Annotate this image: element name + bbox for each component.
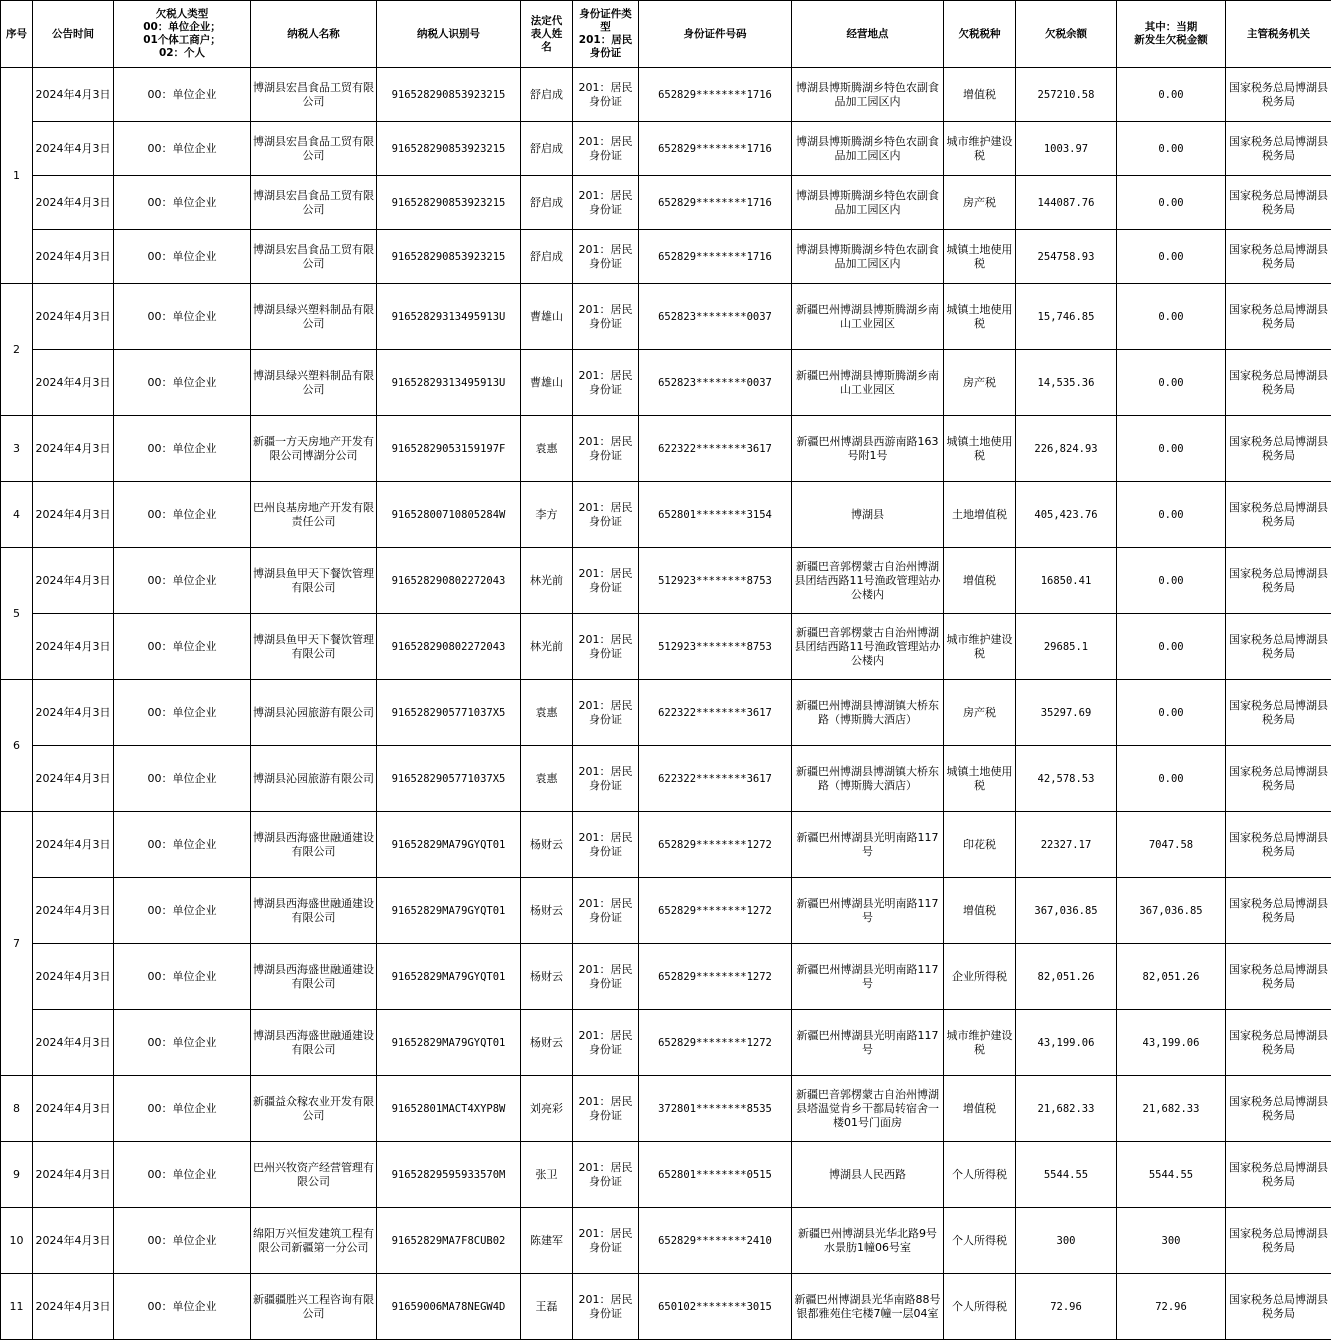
cell-date: 2024年4月3日 (33, 230, 114, 284)
cell-idtype: 201：居民身份证 (573, 1208, 639, 1274)
cell-balance: 22327.17 (1016, 812, 1117, 878)
cell-type: 00：单位企业 (114, 416, 251, 482)
cell-tax: 房产税 (944, 680, 1016, 746)
cell-rep: 张卫 (521, 1142, 573, 1208)
cell-tax: 城市维护建设税 (944, 122, 1016, 176)
cell-name: 巴州兴牧资产经营管理有限公司 (251, 1142, 377, 1208)
cell-taxid: 91652829MA79GYQT01 (377, 878, 521, 944)
cell-office: 国家税务总局博湖县税务局 (1226, 350, 1331, 416)
cell-office: 国家税务总局博湖县税务局 (1226, 1142, 1331, 1208)
cell-tax: 增值税 (944, 68, 1016, 122)
cell-addr: 新疆巴州博湖县博斯腾湖乡南山工业园区 (792, 284, 944, 350)
header-type-line: 欠税人类型 (116, 8, 248, 21)
cell-addr: 新疆巴州博湖县光华北路9号水景肪1幢06号室 (792, 1208, 944, 1274)
cell-rep: 杨财云 (521, 878, 573, 944)
cell-idno: 652829********1272 (639, 878, 792, 944)
header-office: 主管税务机关 (1226, 1, 1331, 68)
cell-rep: 舒启成 (521, 176, 573, 230)
cell-rep: 陈建军 (521, 1208, 573, 1274)
cell-seq: 4 (1, 482, 33, 548)
cell-tax: 个人所得税 (944, 1208, 1016, 1274)
cell-idtype: 201：居民身份证 (573, 746, 639, 812)
header-idtype-line: 201：居民 (575, 34, 636, 47)
header-taxid: 纳税人识别号 (377, 1, 521, 68)
cell-idtype: 201：居民身份证 (573, 1076, 639, 1142)
cell-addr: 新疆巴州博湖县光明南路117号 (792, 944, 944, 1010)
cell-rep: 杨财云 (521, 944, 573, 1010)
cell-seq: 8 (1, 1076, 33, 1142)
cell-taxid: 916528290853923215 (377, 176, 521, 230)
cell-office: 国家税务总局博湖县税务局 (1226, 1208, 1331, 1274)
cell-office: 国家税务总局博湖县税务局 (1226, 812, 1331, 878)
cell-office: 国家税务总局博湖县税务局 (1226, 176, 1331, 230)
cell-balance: 367,036.85 (1016, 878, 1117, 944)
cell-name: 新疆一方天房地产开发有限公司博湖分公司 (251, 416, 377, 482)
cell-type: 00：单位企业 (114, 1142, 251, 1208)
cell-name: 博湖县鱼甲天下餐饮管理有限公司 (251, 548, 377, 614)
cell-idtype: 201：居民身份证 (573, 416, 639, 482)
cell-office: 国家税务总局博湖县税务局 (1226, 746, 1331, 812)
cell-rep: 袁惠 (521, 416, 573, 482)
table-row (1, 1208, 1331, 1274)
cell-date: 2024年4月3日 (33, 680, 114, 746)
table-row (1, 176, 1331, 230)
cell-date: 2024年4月3日 (33, 1010, 114, 1076)
cell-new: 300 (1117, 1208, 1226, 1274)
header-name: 纳税人名称 (251, 1, 377, 68)
cell-name: 博湖县西海盛世融通建设有限公司 (251, 878, 377, 944)
cell-seq: 7 (1, 812, 33, 1076)
table-row (1, 68, 1331, 122)
cell-balance: 16850.41 (1016, 548, 1117, 614)
cell-idno: 652829********1716 (639, 230, 792, 284)
table-row (1, 614, 1331, 680)
table-body (1, 68, 1331, 1340)
cell-addr: 博湖县人民西路 (792, 1142, 944, 1208)
cell-idtype: 201：居民身份证 (573, 680, 639, 746)
cell-new: 0.00 (1117, 176, 1226, 230)
cell-office: 国家税务总局博湖县税务局 (1226, 482, 1331, 548)
cell-seq: 2 (1, 284, 33, 416)
header-type (114, 1, 251, 68)
header-row (1, 1, 1331, 68)
cell-date: 2024年4月3日 (33, 350, 114, 416)
cell-type: 00：单位企业 (114, 614, 251, 680)
cell-idtype: 201：居民身份证 (573, 1274, 639, 1340)
cell-new: 0.00 (1117, 548, 1226, 614)
cell-idtype: 201：居民身份证 (573, 176, 639, 230)
cell-taxid: 9165282905771037X5 (377, 680, 521, 746)
cell-new: 0.00 (1117, 614, 1226, 680)
table-row (1, 122, 1331, 176)
cell-name: 博湖县西海盛世融通建设有限公司 (251, 812, 377, 878)
cell-tax: 印花税 (944, 812, 1016, 878)
cell-office: 国家税务总局博湖县税务局 (1226, 614, 1331, 680)
cell-idno: 622322********3617 (639, 680, 792, 746)
cell-balance: 82,051.26 (1016, 944, 1117, 1010)
cell-rep: 袁惠 (521, 746, 573, 812)
cell-date: 2024年4月3日 (33, 1142, 114, 1208)
cell-date: 2024年4月3日 (33, 1208, 114, 1274)
cell-taxid: 916528290802272043 (377, 614, 521, 680)
cell-rep: 林光前 (521, 614, 573, 680)
cell-date: 2024年4月3日 (33, 878, 114, 944)
cell-taxid: 91652801MACT4XYP8W (377, 1076, 521, 1142)
cell-tax: 房产税 (944, 176, 1016, 230)
header-rep-line: 法定代 (523, 15, 570, 28)
cell-tax: 个人所得税 (944, 1142, 1016, 1208)
cell-rep: 舒启成 (521, 230, 573, 284)
table-row (1, 548, 1331, 614)
cell-type: 00：单位企业 (114, 746, 251, 812)
table-row (1, 1076, 1331, 1142)
cell-new: 0.00 (1117, 416, 1226, 482)
cell-idtype: 201：居民身份证 (573, 482, 639, 548)
header-new-line: 新发生欠税金额 (1119, 34, 1223, 47)
table-row (1, 746, 1331, 812)
cell-tax: 个人所得税 (944, 1274, 1016, 1340)
cell-idtype: 201：居民身份证 (573, 1010, 639, 1076)
cell-new: 7047.58 (1117, 812, 1226, 878)
cell-date: 2024年4月3日 (33, 284, 114, 350)
cell-date: 2024年4月3日 (33, 614, 114, 680)
cell-seq: 1 (1, 68, 33, 284)
cell-addr: 新疆巴州博湖县博湖镇大桥东路（博斯腾大酒店） (792, 680, 944, 746)
cell-name: 绵阳万兴恒发建筑工程有限公司新疆第一分公司 (251, 1208, 377, 1274)
cell-date: 2024年4月3日 (33, 68, 114, 122)
cell-rep: 林光前 (521, 548, 573, 614)
cell-new: 0.00 (1117, 122, 1226, 176)
cell-balance: 144087.76 (1016, 176, 1117, 230)
cell-office: 国家税务总局博湖县税务局 (1226, 230, 1331, 284)
cell-balance: 226,824.93 (1016, 416, 1117, 482)
header-rep-line: 名 (523, 41, 570, 54)
cell-addr: 新疆巴州博湖县博湖镇大桥东路（博斯腾大酒店） (792, 746, 944, 812)
cell-office: 国家税务总局博湖县税务局 (1226, 284, 1331, 350)
cell-date: 2024年4月3日 (33, 122, 114, 176)
cell-type: 00：单位企业 (114, 1076, 251, 1142)
cell-type: 00：单位企业 (114, 812, 251, 878)
cell-office: 国家税务总局博湖县税务局 (1226, 68, 1331, 122)
cell-date: 2024年4月3日 (33, 482, 114, 548)
table-row (1, 1142, 1331, 1208)
cell-office: 国家税务总局博湖县税务局 (1226, 1076, 1331, 1142)
cell-addr: 新疆巴音郭楞蒙古自治州博湖县团结西路11号渔政管理站办公楼内 (792, 548, 944, 614)
header-idtype-line: 身份证件类 (575, 8, 636, 21)
cell-balance: 21,682.33 (1016, 1076, 1117, 1142)
cell-tax: 增值税 (944, 878, 1016, 944)
cell-taxid: 916528290802272043 (377, 548, 521, 614)
cell-type: 00：单位企业 (114, 350, 251, 416)
cell-idno: 652829********1272 (639, 944, 792, 1010)
header-date: 公告时间 (33, 1, 114, 68)
cell-type: 00：单位企业 (114, 548, 251, 614)
cell-rep: 舒启成 (521, 122, 573, 176)
header-new-line: 其中：当期 (1119, 21, 1223, 34)
table-row (1, 680, 1331, 746)
cell-idno: 512923********8753 (639, 548, 792, 614)
cell-idno: 652801********0515 (639, 1142, 792, 1208)
cell-seq: 6 (1, 680, 33, 812)
cell-tax: 增值税 (944, 548, 1016, 614)
cell-seq: 5 (1, 548, 33, 680)
cell-balance: 15,746.85 (1016, 284, 1117, 350)
cell-idno: 650102********3015 (639, 1274, 792, 1340)
cell-addr: 新疆巴音郭楞蒙古自治州博湖县团结西路11号渔政管理站办公楼内 (792, 614, 944, 680)
cell-balance: 43,199.06 (1016, 1010, 1117, 1076)
cell-addr: 博湖县博斯腾湖乡特色农副食品加工园区内 (792, 122, 944, 176)
cell-idtype: 201：居民身份证 (573, 122, 639, 176)
cell-name: 博湖县宏昌食品工贸有限公司 (251, 230, 377, 284)
table-row (1, 812, 1331, 878)
cell-addr: 博湖县博斯腾湖乡特色农副食品加工园区内 (792, 176, 944, 230)
cell-name: 博湖县绿兴塑料制品有限公司 (251, 350, 377, 416)
cell-idtype: 201：居民身份证 (573, 68, 639, 122)
cell-idno: 652829********1272 (639, 1010, 792, 1076)
cell-type: 00：单位企业 (114, 1208, 251, 1274)
cell-idno: 652823********0037 (639, 350, 792, 416)
cell-name: 新疆疆胜兴工程咨询有限公司 (251, 1274, 377, 1340)
cell-idno: 652829********1716 (639, 122, 792, 176)
cell-name: 巴州良基房地产开发有限责任公司 (251, 482, 377, 548)
cell-idtype: 201：居民身份证 (573, 284, 639, 350)
cell-taxid: 91659006MA78NEGW4D (377, 1274, 521, 1340)
header-type-line: 02：个人 (116, 47, 248, 60)
table-row (1, 350, 1331, 416)
cell-name: 博湖县宏昌食品工贸有限公司 (251, 68, 377, 122)
table-row (1, 944, 1331, 1010)
header-seq: 序号 (1, 1, 33, 68)
cell-idno: 622322********3617 (639, 416, 792, 482)
cell-new: 21,682.33 (1117, 1076, 1226, 1142)
header-idno: 身份证件号码 (639, 1, 792, 68)
cell-idtype: 201：居民身份证 (573, 614, 639, 680)
cell-office: 国家税务总局博湖县税务局 (1226, 944, 1331, 1010)
header-type-line: 00：单位企业； (116, 21, 248, 34)
table-row (1, 878, 1331, 944)
cell-addr: 博湖县博斯腾湖乡特色农副食品加工园区内 (792, 68, 944, 122)
cell-addr: 新疆巴州博湖县光明南路117号 (792, 1010, 944, 1076)
cell-type: 00：单位企业 (114, 680, 251, 746)
cell-rep: 袁惠 (521, 680, 573, 746)
cell-office: 国家税务总局博湖县税务局 (1226, 122, 1331, 176)
table-row (1, 482, 1331, 548)
cell-balance: 72.96 (1016, 1274, 1117, 1340)
cell-type: 00：单位企业 (114, 122, 251, 176)
cell-seq: 3 (1, 416, 33, 482)
cell-rep: 刘亮彩 (521, 1076, 573, 1142)
cell-new: 0.00 (1117, 350, 1226, 416)
cell-name: 博湖县西海盛世融通建设有限公司 (251, 944, 377, 1010)
cell-balance: 300 (1016, 1208, 1117, 1274)
cell-type: 00：单位企业 (114, 878, 251, 944)
cell-idno: 372801********8535 (639, 1076, 792, 1142)
cell-idno: 652823********0037 (639, 284, 792, 350)
cell-addr: 新疆巴州博湖县光华南路88号银都雅苑住宅楼7幢一层04室 (792, 1274, 944, 1340)
cell-new: 82,051.26 (1117, 944, 1226, 1010)
cell-taxid: 91652829MA79GYQT01 (377, 1010, 521, 1076)
cell-idno: 652829********1716 (639, 68, 792, 122)
cell-name: 博湖县宏昌食品工贸有限公司 (251, 176, 377, 230)
table-row (1, 416, 1331, 482)
cell-date: 2024年4月3日 (33, 944, 114, 1010)
cell-rep: 舒启成 (521, 68, 573, 122)
cell-addr: 新疆巴州博湖县光明南路117号 (792, 812, 944, 878)
cell-taxid: 91652800710805284W (377, 482, 521, 548)
cell-office: 国家税务总局博湖县税务局 (1226, 878, 1331, 944)
cell-new: 0.00 (1117, 680, 1226, 746)
cell-new: 0.00 (1117, 68, 1226, 122)
cell-name: 博湖县沁园旅游有限公司 (251, 680, 377, 746)
cell-idtype: 201：居民身份证 (573, 878, 639, 944)
cell-date: 2024年4月3日 (33, 1274, 114, 1340)
cell-idtype: 201：居民身份证 (573, 944, 639, 1010)
cell-new: 0.00 (1117, 746, 1226, 812)
cell-idtype: 201：居民身份证 (573, 548, 639, 614)
cell-balance: 14,535.36 (1016, 350, 1117, 416)
cell-taxid: 91652829MA79GYQT01 (377, 944, 521, 1010)
cell-new: 72.96 (1117, 1274, 1226, 1340)
cell-balance: 5544.55 (1016, 1142, 1117, 1208)
cell-rep: 王磊 (521, 1274, 573, 1340)
cell-date: 2024年4月3日 (33, 176, 114, 230)
table-row (1, 284, 1331, 350)
header-type-line: 01个体工商户； (116, 34, 248, 47)
cell-balance: 405,423.76 (1016, 482, 1117, 548)
cell-rep: 杨财云 (521, 812, 573, 878)
cell-tax: 城镇土地使用税 (944, 746, 1016, 812)
cell-balance: 35297.69 (1016, 680, 1117, 746)
cell-name: 博湖县鱼甲天下餐饮管理有限公司 (251, 614, 377, 680)
header-addr: 经营地点 (792, 1, 944, 68)
cell-new: 0.00 (1117, 284, 1226, 350)
cell-idtype: 201：居民身份证 (573, 812, 639, 878)
cell-idtype: 201：居民身份证 (573, 350, 639, 416)
cell-addr: 新疆巴音郭楞蒙古自治州博湖县塔温觉肯乡干都局转宿舍一楼01号门面房 (792, 1076, 944, 1142)
cell-idno: 652829********1272 (639, 812, 792, 878)
cell-name: 博湖县西海盛世融通建设有限公司 (251, 1010, 377, 1076)
cell-new: 0.00 (1117, 230, 1226, 284)
cell-tax: 土地增值税 (944, 482, 1016, 548)
cell-taxid: 91652829313495913U (377, 350, 521, 416)
cell-idno: 622322********3617 (639, 746, 792, 812)
cell-type: 00：单位企业 (114, 68, 251, 122)
cell-date: 2024年4月3日 (33, 746, 114, 812)
cell-rep: 杨财云 (521, 1010, 573, 1076)
table-row (1, 230, 1331, 284)
cell-balance: 42,578.53 (1016, 746, 1117, 812)
cell-balance: 1003.97 (1016, 122, 1117, 176)
cell-rep: 李方 (521, 482, 573, 548)
cell-addr: 博湖县 (792, 482, 944, 548)
cell-taxid: 9165282905771037X5 (377, 746, 521, 812)
cell-balance: 257210.58 (1016, 68, 1117, 122)
cell-date: 2024年4月3日 (33, 416, 114, 482)
cell-balance: 29685.1 (1016, 614, 1117, 680)
cell-tax: 城镇土地使用税 (944, 416, 1016, 482)
cell-addr: 博湖县博斯腾湖乡特色农副食品加工园区内 (792, 230, 944, 284)
cell-office: 国家税务总局博湖县税务局 (1226, 680, 1331, 746)
cell-seq: 9 (1, 1142, 33, 1208)
cell-taxid: 91652829313495913U (377, 284, 521, 350)
cell-idtype: 201：居民身份证 (573, 230, 639, 284)
cell-tax: 房产税 (944, 350, 1016, 416)
table-row (1, 1274, 1331, 1340)
cell-new: 0.00 (1117, 482, 1226, 548)
cell-office: 国家税务总局博湖县税务局 (1226, 416, 1331, 482)
cell-date: 2024年4月3日 (33, 1076, 114, 1142)
cell-idno: 652829********1716 (639, 176, 792, 230)
cell-taxid: 916528290853923215 (377, 122, 521, 176)
cell-idno: 652829********2410 (639, 1208, 792, 1274)
cell-balance: 254758.93 (1016, 230, 1117, 284)
header-balance: 欠税余额 (1016, 1, 1117, 68)
cell-new: 43,199.06 (1117, 1010, 1226, 1076)
header-rep-line: 表人姓 (523, 28, 570, 41)
cell-name: 博湖县沁园旅游有限公司 (251, 746, 377, 812)
cell-tax: 企业所得税 (944, 944, 1016, 1010)
cell-type: 00：单位企业 (114, 176, 251, 230)
cell-new: 5544.55 (1117, 1142, 1226, 1208)
cell-idno: 652801********3154 (639, 482, 792, 548)
cell-date: 2024年4月3日 (33, 812, 114, 878)
header-new (1117, 1, 1226, 68)
cell-taxid: 91652829MA7F8CUB02 (377, 1208, 521, 1274)
cell-type: 00：单位企业 (114, 482, 251, 548)
cell-idno: 512923********8753 (639, 614, 792, 680)
cell-addr: 新疆巴州博湖县博斯腾湖乡南山工业园区 (792, 350, 944, 416)
cell-tax: 城市维护建设税 (944, 614, 1016, 680)
cell-type: 00：单位企业 (114, 230, 251, 284)
cell-taxid: 91652829595933570M (377, 1142, 521, 1208)
cell-office: 国家税务总局博湖县税务局 (1226, 548, 1331, 614)
cell-addr: 新疆巴州博湖县光明南路117号 (792, 878, 944, 944)
cell-seq: 10 (1, 1208, 33, 1274)
cell-type: 00：单位企业 (114, 944, 251, 1010)
cell-taxid: 916528290853923215 (377, 68, 521, 122)
cell-rep: 曹雄山 (521, 284, 573, 350)
cell-rep: 曹雄山 (521, 350, 573, 416)
header-idtype-line: 型 (575, 21, 636, 34)
cell-seq: 11 (1, 1274, 33, 1340)
cell-idtype: 201：居民身份证 (573, 1142, 639, 1208)
cell-name: 博湖县宏昌食品工贸有限公司 (251, 122, 377, 176)
cell-tax: 城市维护建设税 (944, 1010, 1016, 1076)
cell-date: 2024年4月3日 (33, 548, 114, 614)
cell-type: 00：单位企业 (114, 1010, 251, 1076)
header-idtype (573, 1, 639, 68)
cell-taxid: 91652829053159197F (377, 416, 521, 482)
header-rep (521, 1, 573, 68)
cell-name: 新疆益众稼农业开发有限公司 (251, 1076, 377, 1142)
cell-new: 367,036.85 (1117, 878, 1226, 944)
cell-tax: 增值税 (944, 1076, 1016, 1142)
cell-office: 国家税务总局博湖县税务局 (1226, 1010, 1331, 1076)
cell-taxid: 91652829MA79GYQT01 (377, 812, 521, 878)
cell-tax: 城镇土地使用税 (944, 284, 1016, 350)
cell-office: 国家税务总局博湖县税务局 (1226, 1274, 1331, 1340)
cell-taxid: 916528290853923215 (377, 230, 521, 284)
cell-addr: 新疆巴州博湖县西游南路163号附1号 (792, 416, 944, 482)
header-idtype-line: 身份证 (575, 47, 636, 60)
table-row (1, 1010, 1331, 1076)
cell-type: 00：单位企业 (114, 1274, 251, 1340)
cell-tax: 城镇土地使用税 (944, 230, 1016, 284)
header-tax: 欠税税种 (944, 1, 1016, 68)
cell-name: 博湖县绿兴塑料制品有限公司 (251, 284, 377, 350)
cell-type: 00：单位企业 (114, 284, 251, 350)
